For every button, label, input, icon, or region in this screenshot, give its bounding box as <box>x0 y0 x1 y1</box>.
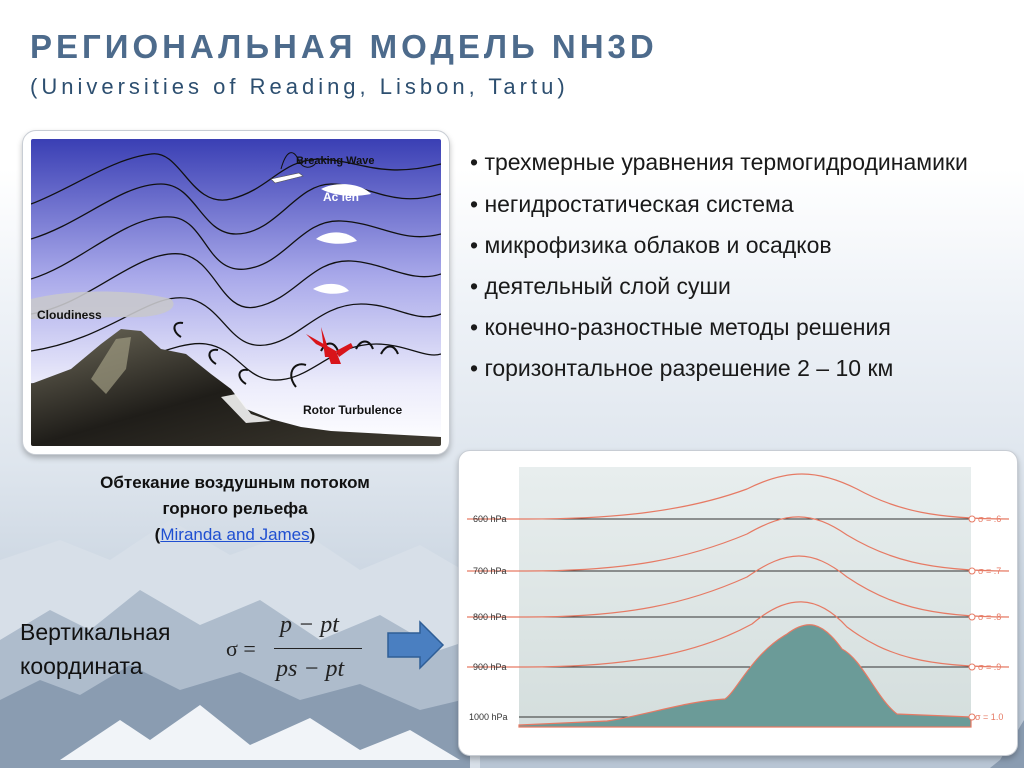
vertical-label-line-1: Вертикальная <box>20 619 171 645</box>
caption-open-paren: ( <box>154 525 161 544</box>
formula-denominator: ps − pt <box>276 656 345 682</box>
sigma-formula <box>222 608 372 698</box>
formula-fraction-bar <box>274 648 362 649</box>
formula-sigma: σ = <box>226 636 256 661</box>
slide-title: РЕГИОНАЛЬНАЯ МОДЕЛЬ NH3D <box>30 28 658 65</box>
pressure-label-800: 800 hPa <box>473 612 507 622</box>
sigma-label-06: σ = .6 <box>978 514 1002 524</box>
pressure-label-600: 600 hPa <box>473 514 507 524</box>
formula-numerator: p − pt <box>280 612 339 638</box>
caption-close-paren: ) <box>309 525 316 544</box>
sigma-diagram-frame <box>458 450 1018 756</box>
feature-item: • трехмерные уравнения термогидродинамики <box>470 149 968 175</box>
sigma-label-08: σ = .8 <box>978 612 1002 622</box>
label-cloudiness: Cloudiness <box>37 308 102 322</box>
feature-item: • негидростатическая система <box>470 191 794 217</box>
feature-item: • горизонтальное разрешение 2 – 10 км <box>470 355 894 381</box>
sigma-label-10: σ = 1.0 <box>975 712 1004 722</box>
caption-line-1: Обтекание воздушным потоком <box>100 473 370 492</box>
vertical-label-line-2: координата <box>20 653 143 679</box>
sigma-diagram <box>467 459 1009 747</box>
vertical-coordinate-label <box>20 615 220 683</box>
label-breaking-wave: Breaking Wave <box>296 155 375 167</box>
pressure-label-1000: 1000 hPa <box>469 712 508 722</box>
label-ac-len: Ac len <box>323 190 360 204</box>
sigma-label-07: σ = .7 <box>978 566 1002 576</box>
illustration-caption <box>40 470 430 548</box>
feature-item: • деятельный слой суши <box>470 273 731 299</box>
feature-item: • микрофизика облаков и осадков <box>470 232 832 258</box>
slide-subtitle: (Universities of Reading, Lisbon, Tartu) <box>30 74 569 99</box>
caption-line-3 <box>40 522 430 548</box>
label-rotor-turbulence: Rotor Turbulence <box>303 403 403 417</box>
airflow-illustration-frame <box>22 130 450 455</box>
pressure-label-700: 700 hPa <box>473 566 507 576</box>
right-arrow-icon <box>386 620 446 670</box>
sigma-label-09: σ = .9 <box>978 662 1002 672</box>
feature-item: • конечно-разностные методы решения <box>470 314 891 340</box>
feature-list <box>470 144 1015 389</box>
caption-line-2: горного рельефа <box>162 499 308 518</box>
miranda-james-link[interactable]: Miranda and James <box>160 525 310 544</box>
airflow-illustration <box>31 139 441 446</box>
pressure-label-900: 900 hPa <box>473 662 507 672</box>
